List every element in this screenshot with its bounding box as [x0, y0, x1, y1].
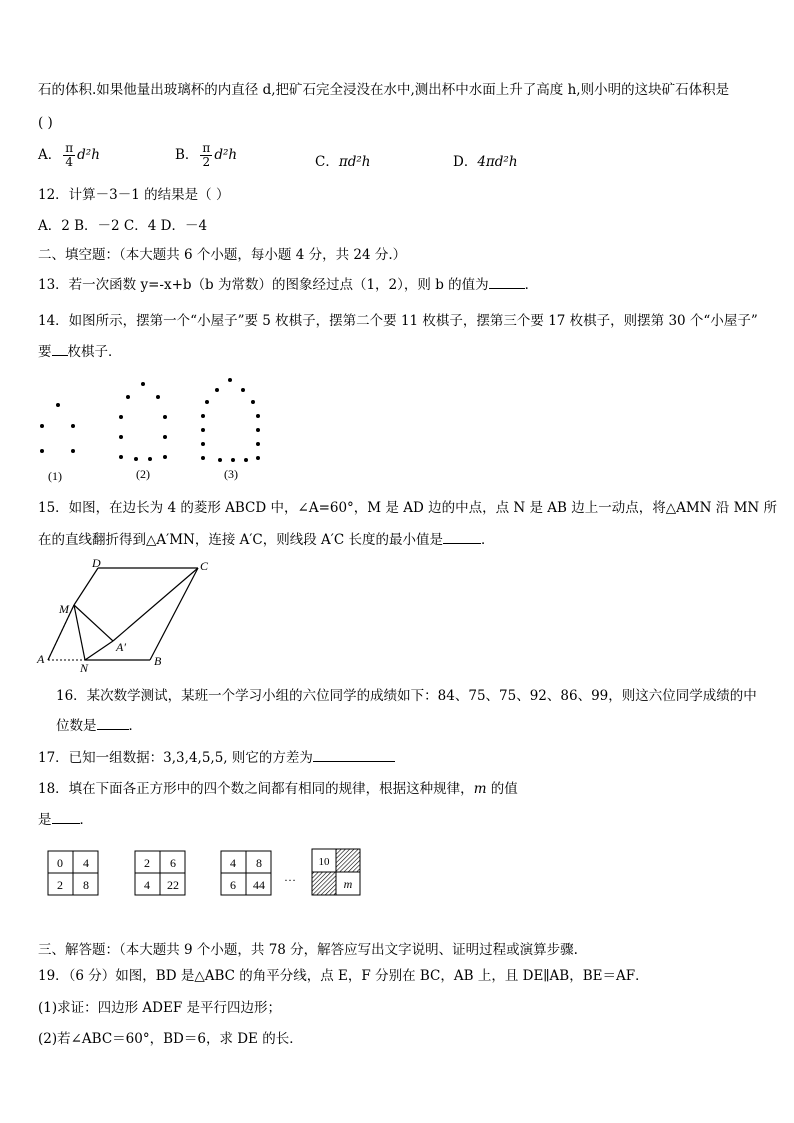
q12-options: A．2 B．－2 C．4 D．－4	[38, 218, 208, 234]
q15-label-c: C	[200, 559, 209, 573]
square4-tl: 10	[318, 856, 330, 868]
q19-line1: 19．（6 分）如图，BD 是△ABC 的角平分线，点 E，F 分别在 BC，AB 上，且 DE∥AB，BE＝AF．	[38, 968, 649, 984]
q14-fig-label-3: (3)	[224, 467, 238, 481]
q11-option-c: C．πd²h	[315, 154, 371, 170]
q15-label-m: M	[59, 602, 69, 616]
square4-br: m	[343, 877, 353, 891]
q14-fig-label-1: (1)	[48, 469, 62, 483]
q15-label-n: N	[80, 661, 89, 674]
square2-bl: 4	[144, 878, 150, 892]
square1-br: 8	[83, 878, 89, 892]
square3-br: 44	[253, 878, 265, 892]
square2-tl: 2	[144, 856, 150, 870]
square2-tr: 6	[170, 856, 176, 870]
square1-tl: 0	[57, 856, 63, 870]
q14-line1: 14．如图所示，摆第一个“小屋子”要 5 枚棋子，摆第二个要 11 枚棋子，摆第三个要 17 枚棋子，则摆第 30 个“小屋子”	[38, 313, 758, 329]
q18-line2: 是 ．	[38, 812, 93, 828]
square3-tr: 8	[256, 856, 262, 870]
q12-question: 12．计算－3－1 的结果是（ ）	[38, 187, 230, 203]
q15-label-a-prime: A′	[116, 640, 126, 654]
q16-line2: 位数是 ．	[56, 718, 142, 734]
q11-answer-paren: ( )	[38, 115, 53, 131]
q15-rhombus-figure	[30, 556, 220, 674]
q19-part2: (2)若∠ABC＝60°，BD＝6，求 DE 的长．	[38, 1031, 303, 1047]
square1-tr: 4	[83, 856, 89, 870]
section-fill-in-heading: 二、填空题：（本大题共 6 个小题，每小题 4 分，共 24 分.）	[38, 247, 407, 263]
q14-house-figure	[30, 372, 280, 487]
q19-part1: (1)求证：四边形 ADEF 是平行四边形；	[38, 1000, 281, 1016]
q15-label-b: B	[154, 654, 162, 668]
q13-question: 13．若一次函数 y=-x+b（b 为常数）的图象经过点（1，2），则 b 的值为 ．	[38, 277, 539, 293]
square3-tl: 4	[230, 856, 236, 870]
q18-number-squares	[45, 848, 365, 898]
q11-option-a: A． $\frac{\pi}{4}$ d²h	[38, 141, 100, 169]
square2-br: 22	[167, 878, 179, 892]
q11-option-d: D．4πd²h	[453, 154, 518, 170]
square3-bl: 6	[230, 878, 236, 892]
q15-label-a: A	[37, 652, 45, 666]
section-solution-heading: 三、解答题：（本大题共 9 个小题，共 78 分，解答应写出文字说明、证明过程或演算步骤.	[38, 942, 578, 958]
q11-option-b: B． $\frac{\pi}{2}$ d²h	[175, 141, 238, 169]
q18-ellipsis: …	[284, 870, 296, 884]
q14-fig-label-2: (2)	[136, 467, 150, 481]
q15-line2: 在的直线翻折得到△A′MN，连接 A′C，则线段 A′C 长度的最小值是 ．	[38, 532, 495, 548]
q18-line1: 18．填在下面各正方形中的四个数之间都有相同的规律，根据这种规律，m 的值	[38, 781, 518, 797]
q15-label-d: D	[92, 556, 101, 570]
q16-line1: 16．某次数学测试，某班一个学习小组的六位同学的成绩如下：84、75、75、92、86、99，则这六位同学成绩的中	[56, 688, 757, 704]
q14-line2: 要 枚棋子．	[38, 344, 122, 360]
square1-bl: 2	[57, 878, 63, 892]
q17-question: 17．已知一组数据：3,3,4,5,5, 则它的方差为	[38, 748, 395, 768]
q15-line1: 15．如图，在边长为 4 的菱形 ABCD 中，∠A=60°，M 是 AD 边的中点，点 N 是 AB 边上一动点，将△AMN 沿 MN 所	[38, 500, 777, 516]
q11-line1: 石的体积.如果他量出玻璃杯的内直径 d,把矿石完全浸没在水中,测出杯中水面上升了高度 h,则小明的这块矿石体积是	[38, 82, 730, 98]
